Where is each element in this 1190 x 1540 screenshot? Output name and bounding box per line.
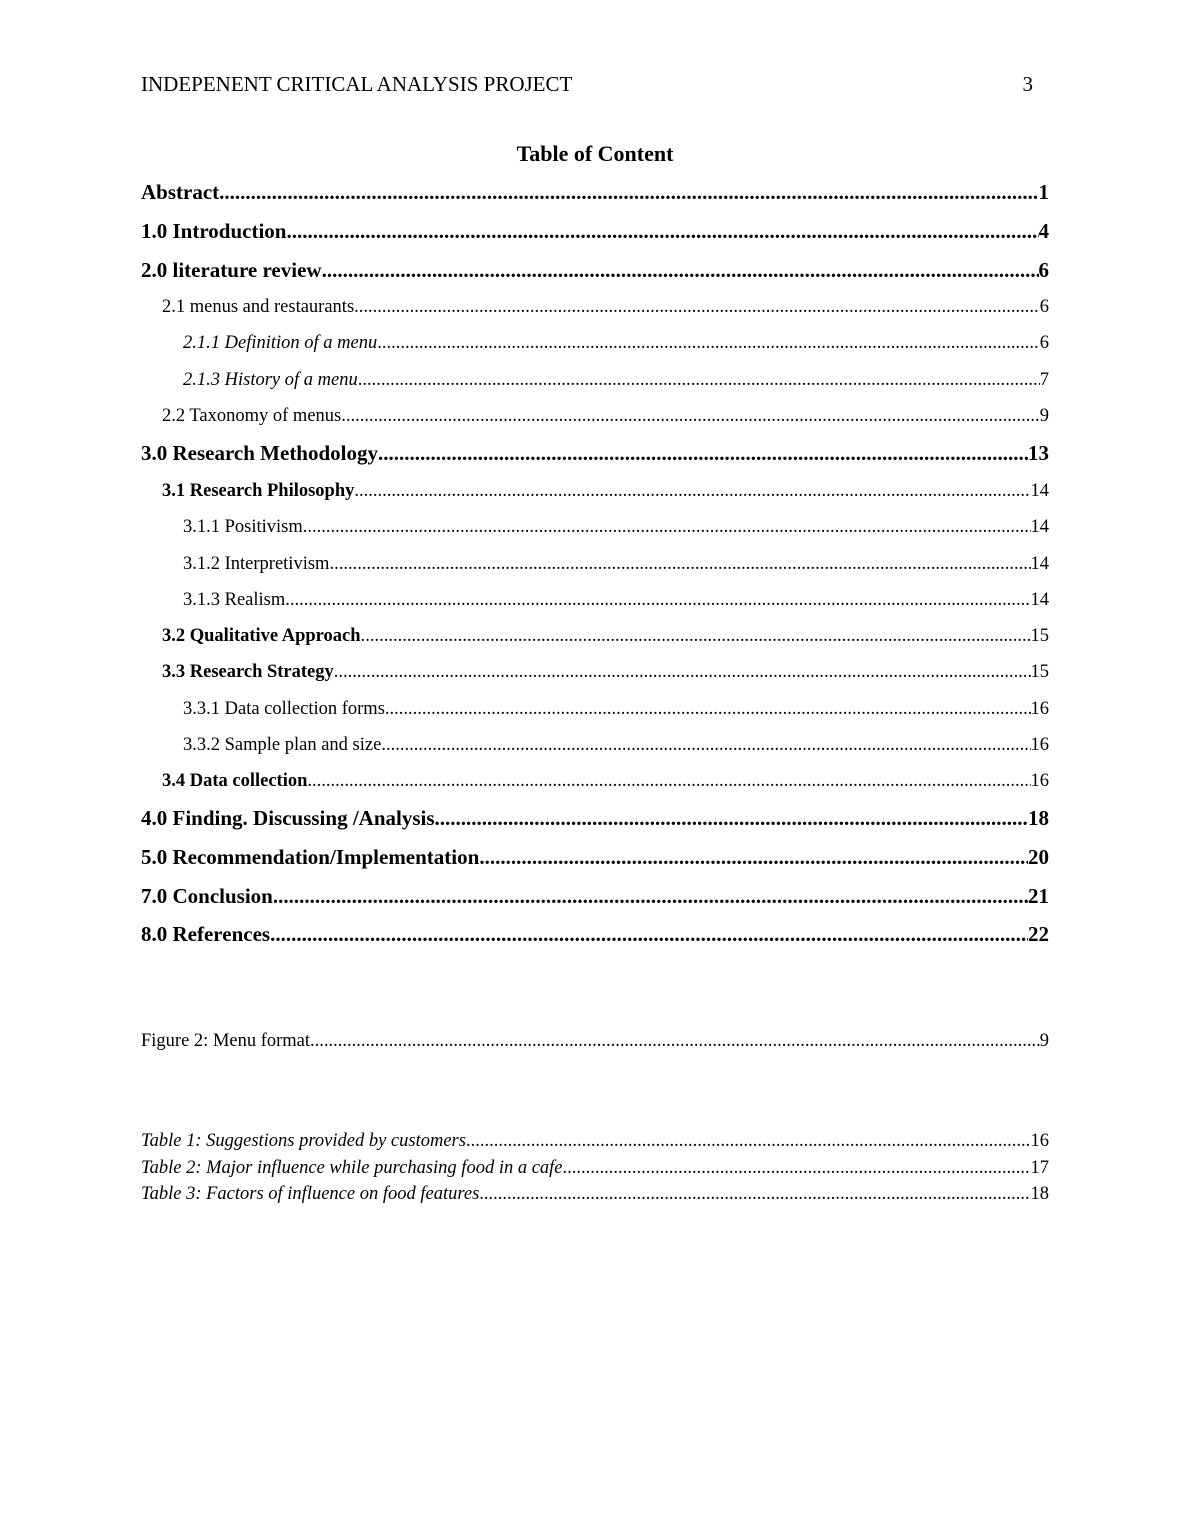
toc-entry-definition-of-a-menu[interactable]: [141, 330, 1049, 356]
dot-leader: [322, 256, 1039, 284]
toc-entry-page: 4: [1038, 219, 1049, 243]
toc-entry-page: 20: [1028, 845, 1049, 869]
page-number: 3: [1022, 72, 1033, 96]
toc-entry-label: 3.3 Research Strategy: [162, 662, 334, 682]
toc-entry-label: Abstract: [141, 180, 220, 204]
toc-entry-introduction[interactable]: [141, 217, 1049, 245]
toc-entry-label: 7.0 Conclusion: [141, 884, 273, 908]
toc-entry-page: 15: [1030, 626, 1049, 646]
dot-leader: [310, 1028, 1040, 1054]
toc-entry-label: 1.0 Introduction: [141, 219, 287, 243]
toc-entry-label: 8.0 References: [141, 922, 271, 946]
toc-entry-data-collection-forms[interactable]: [141, 696, 1049, 722]
toc-entry-realism[interactable]: [141, 587, 1049, 613]
dot-leader: [466, 1128, 1031, 1154]
toc-entry-page: 16: [1030, 735, 1049, 755]
dot-leader: [354, 294, 1040, 320]
toc-entry-menus-and-restaurants[interactable]: [141, 294, 1049, 320]
toc-entry-label: 2.2 Taxonomy of menus: [162, 406, 342, 426]
toc-entry-page: 14: [1030, 517, 1049, 537]
figure-entry-label: Figure 2: Menu format: [141, 1031, 311, 1051]
toc-entry-page: 22: [1028, 922, 1049, 946]
toc-entry-label: 2.1.3 History of a menu: [183, 370, 358, 390]
toc-entry-literature-review[interactable]: [141, 256, 1049, 284]
toc-entry-label: 5.0 Recommendation/Implementation: [141, 845, 480, 869]
dot-leader: [273, 882, 1028, 910]
dot-leader: [385, 696, 1031, 722]
toc-entry-page: 14: [1030, 554, 1049, 574]
figure-entry-menu-format[interactable]: [141, 1028, 1049, 1054]
toc-entry-conclusion[interactable]: [141, 882, 1049, 910]
toc-entry-page: 1: [1038, 180, 1049, 204]
table-entry-2[interactable]: [141, 1155, 1049, 1181]
table-entry-3[interactable]: [141, 1181, 1049, 1207]
table-entry-1[interactable]: [141, 1128, 1049, 1154]
toc-entry-qualitative-approach[interactable]: [141, 623, 1049, 649]
toc-entry-page: 13: [1028, 441, 1049, 465]
toc-entry-label: 3.1.2 Interpretivism: [183, 554, 330, 574]
toc-entry-history-of-a-menu[interactable]: [141, 367, 1049, 393]
running-title: INDEPENENT CRITICAL ANALYSIS PROJECT: [141, 72, 573, 96]
dot-leader: [479, 843, 1028, 871]
figure-entry-page: 9: [1039, 1031, 1049, 1051]
toc-entry-data-collection[interactable]: [141, 768, 1049, 794]
dot-leader: [354, 478, 1030, 504]
toc-entry-page: 21: [1028, 884, 1049, 908]
toc-title: Table of Content: [516, 141, 674, 166]
toc-entry-label: 3.0 Research Methodology: [141, 441, 378, 465]
toc-entry-label: 3.4 Data collection: [162, 771, 308, 791]
toc-entry-research-philosophy[interactable]: [141, 478, 1049, 504]
toc-entry-taxonomy-of-menus[interactable]: [141, 403, 1049, 429]
toc-entry-page: 18: [1028, 806, 1049, 830]
toc-entry-page: 6: [1039, 297, 1049, 317]
dot-leader: [378, 439, 1028, 467]
toc-entry-page: 16: [1030, 699, 1049, 719]
running-header: [141, 70, 1033, 98]
dot-leader: [270, 920, 1028, 948]
dot-leader: [303, 514, 1031, 540]
toc-entry-research-methodology[interactable]: [141, 439, 1049, 467]
toc-entry-label: 2.1.1 Definition of a menu: [183, 333, 378, 353]
table-entry-label: Table 2: Major influence while purchasing food in a cafe: [141, 1158, 563, 1178]
toc-entry-sample-plan-and-size[interactable]: [141, 732, 1049, 758]
toc-entry-label: 2.1 menus and restaurants: [162, 297, 355, 317]
toc-entry-recommendation[interactable]: [141, 843, 1049, 871]
toc-entry-label: 4.0 Finding. Discussing /Analysis: [141, 806, 435, 830]
dot-leader: [219, 178, 1038, 206]
toc-entry-label: 3.3.1 Data collection forms: [183, 699, 385, 719]
toc-entry-findings-analysis[interactable]: [141, 804, 1049, 832]
toc-entry-label: 3.1 Research Philosophy: [162, 481, 355, 501]
toc-entry-label: 3.1.1 Positivism: [183, 517, 303, 537]
dot-leader: [358, 367, 1040, 393]
dot-leader: [334, 659, 1031, 685]
dot-leader: [307, 768, 1030, 794]
toc-entry-label: 2.0 literature review: [141, 258, 322, 282]
dot-leader: [361, 623, 1031, 649]
dot-leader: [381, 732, 1030, 758]
toc-entry-abstract[interactable]: [141, 178, 1049, 206]
toc-entry-page: 16: [1030, 771, 1049, 791]
toc-entry-label: 3.3.2 Sample plan and size: [183, 735, 382, 755]
toc-entry-page: 14: [1030, 590, 1049, 610]
toc-entry-page: 6: [1038, 258, 1049, 282]
toc-entry-label: 3.2 Qualitative Approach: [162, 626, 361, 646]
dot-leader: [286, 217, 1038, 245]
toc-entry-page: 14: [1030, 481, 1049, 501]
table-entry-page: 18: [1030, 1184, 1049, 1204]
toc-entry-label: 3.1.3 Realism: [183, 590, 286, 610]
table-entry-label: Table 1: Suggestions provided by customers: [141, 1131, 466, 1151]
toc-entry-interpretivism[interactable]: [141, 551, 1049, 577]
dot-leader: [377, 330, 1040, 356]
toc-entry-positivism[interactable]: [141, 514, 1049, 540]
toc-entry-page: 7: [1039, 370, 1049, 390]
toc-entry-page: 9: [1039, 406, 1049, 426]
table-entry-label: Table 3: Factors of influence on food features: [141, 1184, 480, 1204]
table-entry-page: 17: [1030, 1158, 1049, 1178]
dot-leader: [563, 1155, 1031, 1181]
table-entry-page: 16: [1030, 1131, 1049, 1151]
dot-leader: [285, 587, 1030, 613]
dot-leader: [329, 551, 1030, 577]
dot-leader: [479, 1181, 1030, 1207]
toc-entry-page: 6: [1039, 333, 1049, 353]
dot-leader: [341, 403, 1040, 429]
toc-entry-page: 15: [1030, 662, 1049, 682]
dot-leader: [435, 804, 1028, 832]
toc-entry-research-strategy[interactable]: [141, 659, 1049, 685]
toc-entry-references[interactable]: [141, 920, 1049, 948]
